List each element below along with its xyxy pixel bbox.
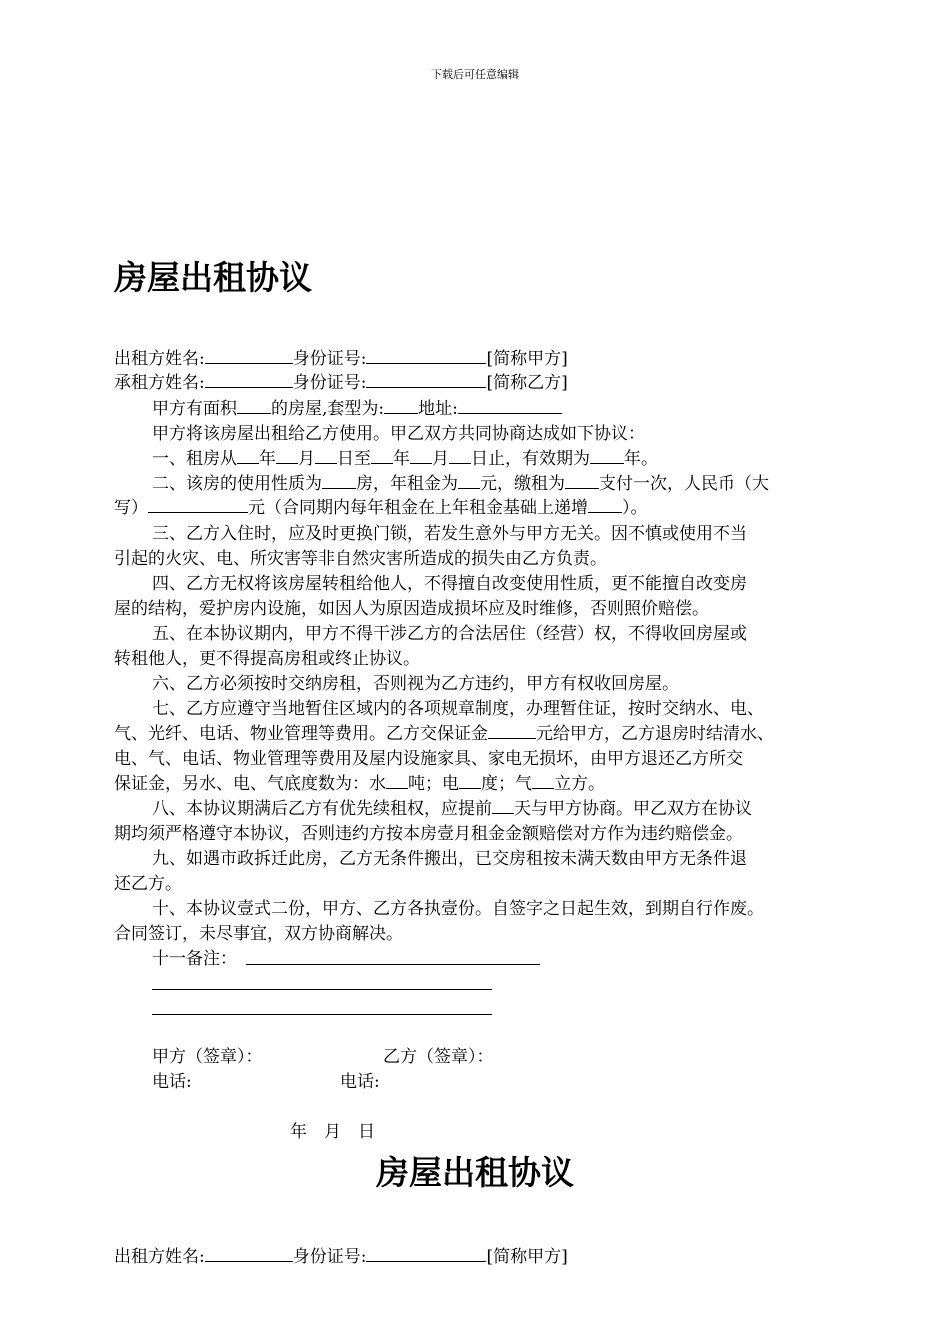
clause-1: 一、租房从 年 月 日至 年 月 日止，有效期为 年。 bbox=[152, 449, 658, 469]
start-year-blank[interactable] bbox=[237, 447, 259, 464]
header-note: 下载后可任意编辑 bbox=[431, 68, 519, 81]
clause-2: 二、该房的使用性质为 房，年租金为 元，缴租为 支付一次，人民币（大 bbox=[152, 474, 769, 494]
lessor-line: 出租方姓名: 身份证号: [简称甲方] bbox=[114, 349, 568, 369]
term-blank[interactable] bbox=[590, 447, 624, 464]
clause-7-cont-1: 气、光纤、电话、物业管理等费用。乙方交保证金 元给甲方，乙方退房时结清水、 bbox=[114, 724, 774, 744]
lessor-id-blank-2[interactable] bbox=[366, 1245, 486, 1262]
clause-10: 十、本协议壹式二份，甲方、乙方各执壹份。自签字之日起生效，到期自行作废。 bbox=[152, 899, 764, 919]
electric-blank[interactable] bbox=[459, 772, 481, 789]
increase-blank[interactable] bbox=[588, 496, 622, 513]
sign-date: 年 月 日 bbox=[290, 1122, 375, 1142]
layout-blank[interactable] bbox=[384, 397, 418, 414]
deposit-blank[interactable] bbox=[488, 722, 536, 739]
clause-10-cont: 合同签订，未尽事宜，双方协商解决。 bbox=[114, 924, 403, 944]
lessor-name-blank-2[interactable] bbox=[205, 1245, 293, 1262]
clause-9-cont: 还乙方。 bbox=[114, 874, 182, 894]
gas-blank[interactable] bbox=[532, 772, 554, 789]
clause-3: 三、乙方入住时，应及时更换门锁，若发生意外与甲方无关。因不慎或使用不当 bbox=[152, 524, 747, 544]
end-day-blank[interactable] bbox=[449, 447, 471, 464]
remarks-line-2[interactable] bbox=[152, 989, 492, 990]
usage-blank[interactable] bbox=[322, 472, 356, 489]
notice-days-blank[interactable] bbox=[492, 797, 514, 814]
lessee-id-blank[interactable] bbox=[366, 371, 486, 388]
clause-7-cont-2: 电、气、电话、物业管理等费用及屋内设施家具、家电无损坏，由甲方退还乙方所交 bbox=[114, 749, 743, 769]
lessor-name-blank[interactable] bbox=[205, 347, 293, 364]
clause-8: 八、本协议期满后乙方有优先续租权，应提前 天与甲方协商。甲乙双方在协议 bbox=[152, 799, 752, 819]
clause-5: 五、在本协议期内，甲方不得干涉乙方的合法居住（经营）权，不得收回房屋或 bbox=[152, 624, 747, 644]
area-blank[interactable] bbox=[237, 397, 271, 414]
water-blank[interactable] bbox=[386, 772, 408, 789]
document-title-page2: 房屋出租协议 bbox=[376, 1153, 574, 1192]
clause-9: 九、如遇市政拆迁此房，乙方无条件搬出，已交房租按未满天数由甲方无条件退 bbox=[152, 849, 747, 869]
clause-3-cont: 引起的火灾、电、所灾害等非自然灾害所造成的损失由乙方负责。 bbox=[114, 549, 607, 569]
address-blank[interactable] bbox=[458, 397, 562, 414]
lessor-line-page2: 出租方姓名: 身份证号: [简称甲方] bbox=[114, 1247, 568, 1267]
clause-2-cont: 写） 元（合同期内每年租金在上年租金基础上递增 ）。 bbox=[114, 498, 648, 518]
start-day-blank[interactable] bbox=[315, 447, 337, 464]
intro-line: 甲方将该房屋出租给乙方使用。甲乙双方共同协商达成如下协议： bbox=[152, 424, 645, 444]
clause-4: 四、乙方无权将该房屋转租给他人，不得擅自改变使用性质，更不能擅自改变房 bbox=[152, 574, 747, 594]
rent-blank[interactable] bbox=[458, 472, 480, 489]
property-line: 甲方有面积 的房屋,套型为: 地址: bbox=[152, 397, 850, 421]
clause-5-cont: 转租他人，更不得提高房租或终止协议。 bbox=[114, 649, 420, 669]
end-year-blank[interactable] bbox=[371, 447, 393, 464]
lessee-line: 承租方姓名: 身份证号: [简称乙方] bbox=[114, 373, 568, 393]
lessor-id-blank[interactable] bbox=[366, 347, 486, 364]
end-month-blank[interactable] bbox=[410, 447, 432, 464]
clause-11-remarks: 十一备注： bbox=[152, 949, 237, 969]
clause-6: 六、乙方必须按时交纳房租，否则视为乙方违约，甲方有权收回房屋。 bbox=[152, 674, 679, 694]
party-a-signature: 甲方（签章）： bbox=[152, 1047, 263, 1067]
remarks-line-1[interactable] bbox=[246, 964, 540, 965]
clause-4-cont: 屋的结构，爱护房内设施，如因人为原因造成损坏应及时维修，否则照价赔偿。 bbox=[114, 599, 709, 619]
lessee-name-blank[interactable] bbox=[205, 371, 293, 388]
clause-8-cont: 期均须严格遵守本协议，否则违约方按本房壹月租金金额赔偿对方作为违约赔偿金。 bbox=[114, 824, 743, 844]
clause-7: 七、乙方应遵守当地暂住区域内的各项规章制度，办理暂住证，按时交纳水、电、 bbox=[152, 699, 764, 719]
party-a-phone: 电话: bbox=[152, 1072, 192, 1092]
party-b-phone: 电话: bbox=[340, 1072, 380, 1092]
payment-period-blank[interactable] bbox=[565, 472, 599, 489]
party-b-signature: 乙方（签章）： bbox=[383, 1047, 494, 1067]
clause-7-cont-3: 保证金，另水、电、气底度数为：水 吨；电 度；气 立方。 bbox=[114, 774, 605, 794]
start-month-blank[interactable] bbox=[276, 447, 298, 464]
remarks-line-3[interactable] bbox=[152, 1014, 492, 1015]
rmb-blank[interactable] bbox=[148, 496, 248, 513]
document-title: 房屋出租协议 bbox=[114, 258, 312, 297]
